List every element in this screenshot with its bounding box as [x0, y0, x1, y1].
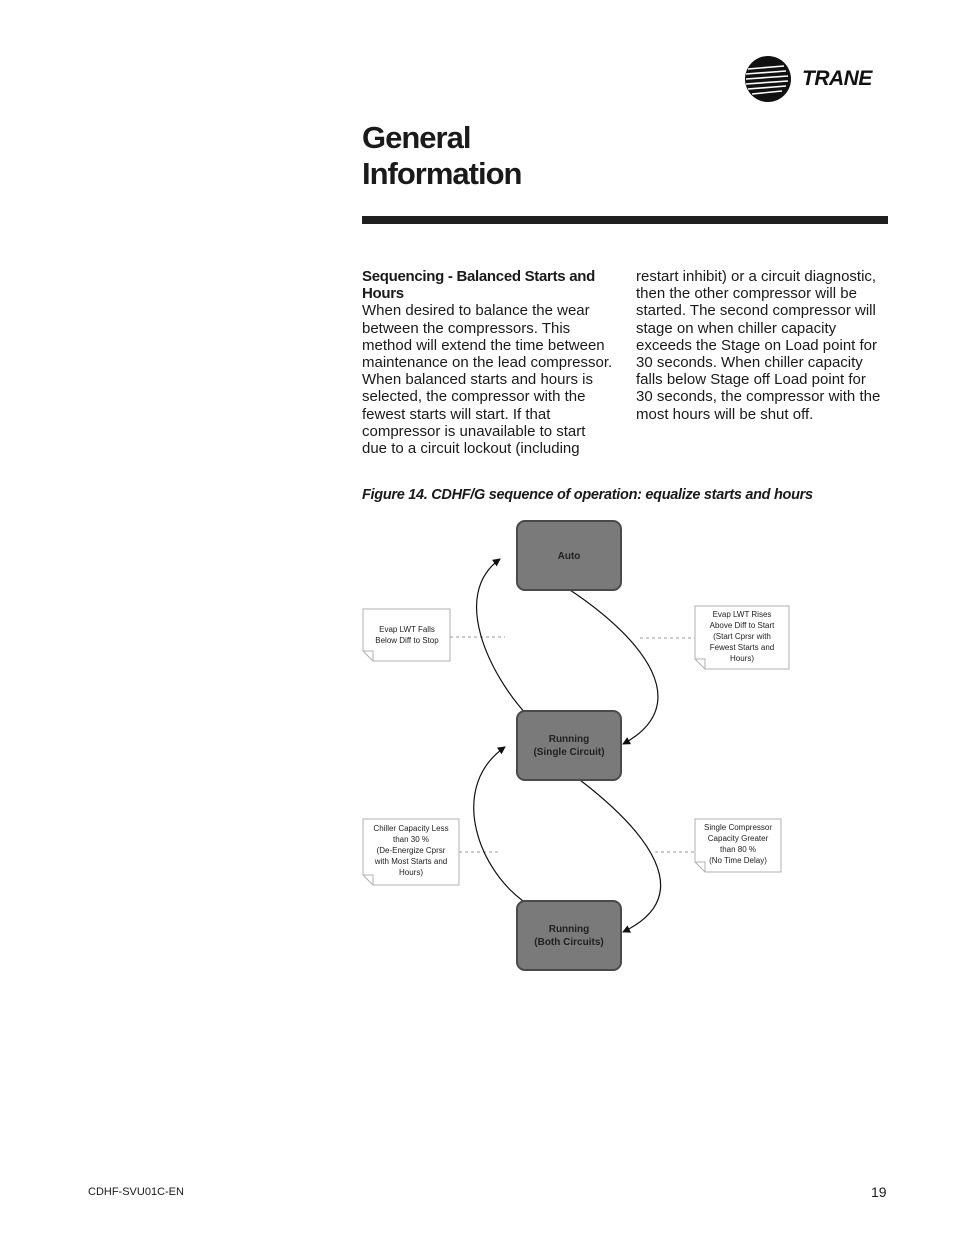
- text-column-left: [362, 268, 624, 457]
- state-both-label-2: (Both Circuits): [534, 937, 604, 948]
- page-title-line2: Information: [362, 156, 522, 191]
- note-text: Above Diff to Start: [709, 621, 775, 630]
- text-line: fewest starts will start. If that: [362, 405, 551, 423]
- text-line: exceeds the Stage on Load point for: [636, 336, 878, 354]
- text-column-right: [636, 268, 894, 423]
- text-line: most hours will be shut off.: [636, 405, 814, 423]
- text-line: When desired to balance the wear: [362, 302, 590, 320]
- arrow-both-to-single: [474, 747, 523, 901]
- note-text: (No Time Delay): [709, 856, 767, 865]
- note-text: than 30 %: [392, 835, 430, 844]
- text-line: between the compressors. This: [362, 319, 571, 337]
- text-line: restart inhibit) or a circuit diagnostic,: [636, 268, 877, 285]
- figure-caption: Figure 14. CDHF/G sequence of operation: equalize starts and hours: [362, 487, 813, 503]
- title-rule: [362, 216, 888, 224]
- note-text: Hours): [398, 868, 424, 877]
- text-line: When balanced starts and hours is: [362, 371, 593, 389]
- state-single-label-1: Running: [548, 734, 590, 745]
- subhead-line2: Hours: [362, 285, 404, 303]
- note-text: (De-Energize Cprsr: [376, 846, 446, 855]
- state-auto-label: Auto: [557, 551, 581, 562]
- text-line: falls below Stage off Load point for: [636, 371, 866, 389]
- text-line: then the other compressor will be: [636, 285, 857, 303]
- note-text: (Start Cprsr with: [713, 632, 771, 641]
- note-text: Chiller Capacity Less: [373, 824, 449, 833]
- text-line: started. The second compressor will: [636, 302, 876, 320]
- note-text: Capacity Greater: [707, 834, 769, 843]
- note-capacity-greater: [695, 819, 781, 872]
- trane-logo-text: TRANE: [802, 67, 872, 90]
- text-line: 30 seconds, the compressor with the: [636, 388, 881, 406]
- text-line: 30 seconds. When chiller capacity: [636, 354, 863, 372]
- note-text: Evap LWT Falls: [379, 625, 435, 634]
- note-text: with Most Starts and: [374, 857, 448, 866]
- note-text: Below Diff to Stop: [375, 636, 439, 645]
- page-title: [362, 120, 522, 192]
- document-code: CDHF-SVU01C-EN: [88, 1186, 184, 1198]
- text-line: stage on when chiller capacity: [636, 319, 837, 337]
- note-text: Evap LWT Rises: [712, 610, 772, 619]
- paragraph-right: [636, 268, 894, 423]
- state-single-circuit: [517, 711, 621, 780]
- state-both-circuits: [517, 901, 621, 970]
- sequence-diagram: [355, 515, 795, 980]
- note-text: Single Compressor: [703, 823, 773, 832]
- note-lwt-falls: [363, 609, 450, 661]
- note-text: Fewest Starts and: [709, 643, 775, 652]
- note-text: Hours): [729, 654, 755, 663]
- trane-logo: [744, 55, 894, 105]
- note-text: than 80 %: [719, 845, 757, 854]
- text-line: selected, the compressor with the: [362, 388, 586, 406]
- subhead-line1: Sequencing - Balanced Starts and: [362, 268, 595, 285]
- page-number: 19: [871, 1184, 887, 1200]
- section-subhead: [362, 268, 624, 302]
- paragraph-left: [362, 302, 624, 457]
- state-both-label-1: Running: [548, 924, 590, 935]
- page-title-line1: General: [362, 120, 471, 155]
- text-line: method will extend the time between: [362, 336, 605, 354]
- text-line: compressor is unavailable to start: [362, 422, 586, 440]
- text-line: maintenance on the lead compressor.: [362, 354, 613, 372]
- note-capacity-less: [363, 819, 459, 885]
- text-line: due to a circuit lockout (including: [362, 440, 580, 458]
- state-single-label-2: (Single Circuit): [533, 747, 605, 758]
- note-lwt-rises: [695, 606, 789, 669]
